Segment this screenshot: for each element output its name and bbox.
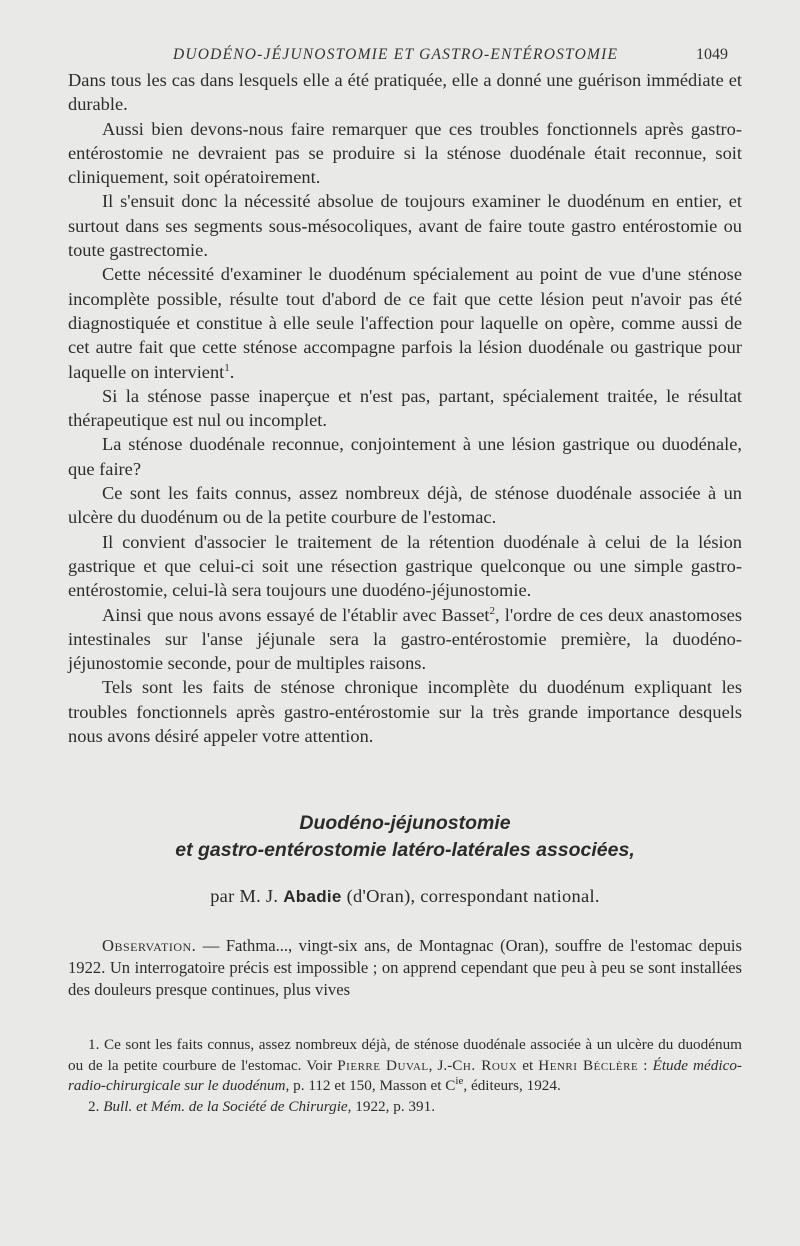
footnote-1-text-c: et xyxy=(517,1056,539,1074)
footnotes xyxy=(68,1035,742,1117)
footnote-2 xyxy=(68,1097,742,1118)
footnote-ref-2: 2 xyxy=(489,604,495,617)
footnote-1-text-e: , p. 112 et 150, Masson et C xyxy=(285,1077,456,1095)
paragraph-1: Dans tous les cas dans lesquels elle a été pratiquée, elle a donné une guérison immédiate et durable. xyxy=(68,70,742,115)
footnote-1-text-d: : xyxy=(638,1056,653,1074)
body-text xyxy=(68,68,742,748)
byline-affiliation: (d'Oran), correspondant national. xyxy=(346,886,600,907)
running-head xyxy=(68,38,742,68)
observation-paragraph xyxy=(68,935,742,1001)
article-title-line-1: Duodéno-jéjunostomie xyxy=(299,812,511,835)
footnote-1-superscript: ie xyxy=(455,1075,464,1088)
observation-label: Observation. xyxy=(102,936,197,956)
footnote-ref-1: 1 xyxy=(224,361,230,374)
paragraph-2: Aussi bien devons-nous faire remarquer que ces troubles fonctionnels après gastro-entérostomie ne devraient pas se produire si la sténose duodénale était reconnue, soit cliniquement, soit opératoirement. xyxy=(68,118,742,188)
paragraph-4-end: . xyxy=(229,361,235,382)
paragraph-4-text: Cette nécessité d'examiner le duodénum spécialement au point de vue d'une sténose incomplète possible, résulte tout d'abord de ce fait que cette lésion peut n'avoir pas été diagnostiquée et constitue à elle seule l'affection pour laquelle on opère, comme aussi de cet autre fait que cette sténose accompagne parfois la lésion duodénale ou gastrique pour laquelle on intervient xyxy=(68,264,742,382)
paragraph-9 xyxy=(68,603,742,676)
footnote-1-text-a: 1. Ce sont les faits connus, assez nombreux déjà, de sténose duodénale associée à un ulcère du duodénum ou de la petite courbure de l'estomac. Voir xyxy=(68,1036,742,1074)
paragraph-9-text-b: , l'ordre de ces deux anastomoses intestinales sur l'anse jéjunale sera la gastro-entérostomie première, la duodéno-jéjunostomie seconde, pour de multiples raisons. xyxy=(68,604,742,674)
footnote-1-text-b: , J.- xyxy=(428,1056,453,1074)
paragraph-8: Il convient d'associer le traitement de la rétention duodénale à celui de la lésion gastrique et que celui-ci soit une résection gastrique quelconque ou une simple gastro-entérostomie, celui-là sera toujours une duodéno-jéjunostomie. xyxy=(68,531,742,601)
footnote-2-number: 2. xyxy=(88,1097,104,1115)
byline-prefix: par M. J. xyxy=(210,886,279,907)
running-title: DUODÉNO-JÉJUNOSTOMIE ET GASTRO-ENTÉROSTOMIE xyxy=(173,46,619,63)
paragraph-5: Si la sténose passe inaperçue et n'est pas, partant, spécialement traitée, le résultat thérapeutique est nul ou incomplet. xyxy=(68,385,742,431)
observation-section xyxy=(68,935,742,1001)
paragraph-10: Tels sont les faits de sténose chronique incomplète du duodénum expliquant les troubles fonctionnels après gastro-entérostomie sur la très grande importance desquels nous avons désiré appeler votre attention. xyxy=(68,677,742,747)
footnote-2-work-title: Bull. et Mém. de la Société de Chirurgie xyxy=(103,1097,348,1115)
footnote-1-author-3: Henri Béclère xyxy=(538,1056,639,1074)
paragraph-6: La sténose duodénale reconnue, conjointement à une lésion gastrique ou duodénale, que faire? xyxy=(68,434,742,479)
footnote-1-author-1: Pierre Duval xyxy=(337,1056,429,1074)
page-number: 1049 xyxy=(696,46,728,63)
paragraph-3: Il s'ensuit donc la nécessité absolue de toujours examiner le duodénum en entier, et surtout dans ses segments sous-mésocoliques, avant de faire toute gastro entérostomie ou toute gastrectomie. xyxy=(68,191,742,261)
paragraph-4 xyxy=(68,262,742,383)
observation-text: — Fathma..., vingt-six ans, de Montagnac (Oran), souffre de l'estomac depuis 1922. Un interrogatoire précis est impossible ; on apprend cependant que peu à peu se sont installées des douleurs presque continues, plus vives xyxy=(68,936,742,1000)
paragraph-7: Ce sont les faits connus, assez nombreux déjà, de sténose duodénale associée à un ulcère du duodénum ou de la petite courbure de l'estomac. xyxy=(68,483,742,528)
footnote-2-text: , 1922, p. 391. xyxy=(347,1097,435,1115)
author-name: Abadie xyxy=(283,887,342,907)
footnote-1-text-f: , éditeurs, 1924. xyxy=(463,1077,561,1095)
footnote-1 xyxy=(68,1035,742,1097)
footnote-1-work-title: Étude médico-radio-chirurgicale sur le duodénum xyxy=(68,1056,742,1095)
article-title xyxy=(68,810,742,864)
footnote-1-author-2: Ch. Roux xyxy=(452,1056,518,1074)
byline xyxy=(68,886,742,907)
article-title-line-2: et gastro-entérostomie latéro-latérales associées, xyxy=(175,839,635,862)
paragraph-9-text-a: Ainsi que nous avons essayé de l'établir avec Basset xyxy=(102,604,490,625)
